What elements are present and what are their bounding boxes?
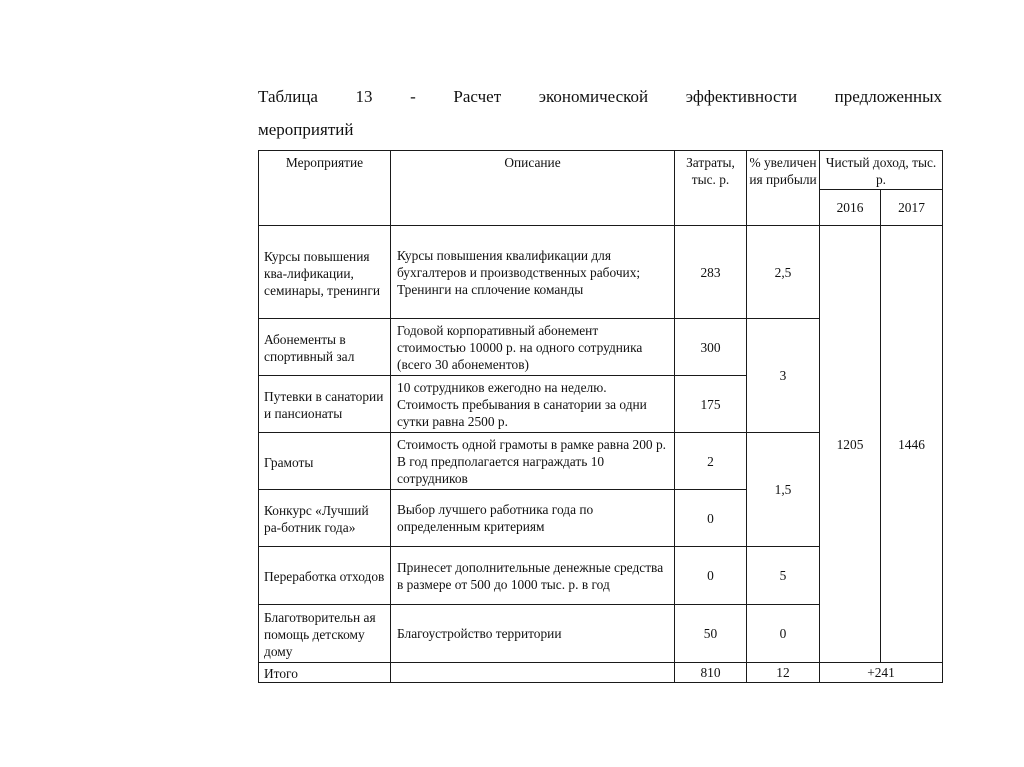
- header-description: Описание: [391, 151, 675, 226]
- description-cell: [391, 226, 675, 319]
- description-cell: [391, 319, 675, 376]
- description-line: Стоимость одной грамоты в рамке равна 200 р. В год предполагается награждать 10 сотрудников: [397, 436, 667, 486]
- description-cell: [391, 376, 675, 433]
- description-line: Выбор лучшего работника года по определенным критериям: [397, 502, 594, 534]
- cost-cell: 283: [675, 226, 747, 319]
- header-costs: Затраты, тыс. р.: [675, 151, 747, 226]
- caption-line-2: мероприятий: [258, 120, 354, 139]
- description-cell: [391, 547, 675, 605]
- total-pct: 12: [747, 663, 820, 683]
- cost-cell: 300: [675, 319, 747, 376]
- description-line: Тренинги на сплочение команды: [397, 281, 584, 297]
- table-row: [259, 226, 943, 319]
- header-activity: Мероприятие: [259, 151, 391, 226]
- activity-cell: Абонементы в спортивный зал: [259, 319, 391, 376]
- description-cell: [391, 605, 675, 663]
- pct-cell: 0: [747, 605, 820, 663]
- activity-cell: Конкурс «Лучший ра-ботник года»: [259, 490, 391, 547]
- cost-cell: 175: [675, 376, 747, 433]
- description-line: Благоустройство территории: [397, 626, 562, 641]
- activity-cell: Переработка отходов: [259, 547, 391, 605]
- cost-cell: 0: [675, 490, 747, 547]
- description-line: 10 сотрудников ежегодно на неделю. Стоимость пребывания в санатории за одни сутки равна 2500 р.: [397, 379, 647, 429]
- pct-cell-merged: 1,5: [747, 433, 820, 547]
- income-2017-cell: 1446: [881, 226, 943, 663]
- description-line: Курсы повышения квалификации для бухгалтеров и производственных рабочих;: [397, 247, 641, 280]
- cost-cell: 50: [675, 605, 747, 663]
- pct-cell: 5: [747, 547, 820, 605]
- activity-cell: Благотворительн ая помощь детскому дому: [259, 605, 391, 663]
- caption-line-1: Таблица 13 - Расчет экономической эффективности предложенных: [258, 87, 942, 106]
- header-net-income: Чистый доход, тыс. р.: [820, 151, 943, 190]
- total-label: Итого: [259, 663, 391, 683]
- description-cell: [391, 433, 675, 490]
- header-row: [259, 151, 943, 190]
- header-year-2016: 2016: [820, 190, 881, 226]
- cost-cell: 0: [675, 547, 747, 605]
- activity-cell: Курсы повышения ква-лификации, семинары, тренинги: [259, 226, 391, 319]
- pct-cell-merged: 3: [747, 319, 820, 433]
- total-description: [391, 663, 675, 683]
- activity-cell: Путевки в санатории и пансионаты: [259, 376, 391, 433]
- activity-cell: Грамоты: [259, 433, 391, 490]
- pct-cell: 2,5: [747, 226, 820, 319]
- description-line: Принесет дополнительные денежные средства в размере от 500 до 1000 тыс. р. в год: [397, 559, 664, 592]
- income-2016-cell: 1205: [820, 226, 881, 663]
- cost-cell: 2: [675, 433, 747, 490]
- total-income: +241: [820, 663, 943, 683]
- header-profit-increase: % увеличен ия прибыли: [747, 151, 820, 226]
- description-line: Годовой корпоративный абонемент стоимостью 10000 р. на одного сотрудника (всего 30 абонементов): [397, 322, 643, 372]
- table-caption: [258, 80, 942, 146]
- efficiency-table: [258, 150, 943, 683]
- total-row: [259, 663, 943, 683]
- header-year-2017: 2017: [881, 190, 943, 226]
- total-cost: 810: [675, 663, 747, 683]
- description-cell: [391, 490, 675, 547]
